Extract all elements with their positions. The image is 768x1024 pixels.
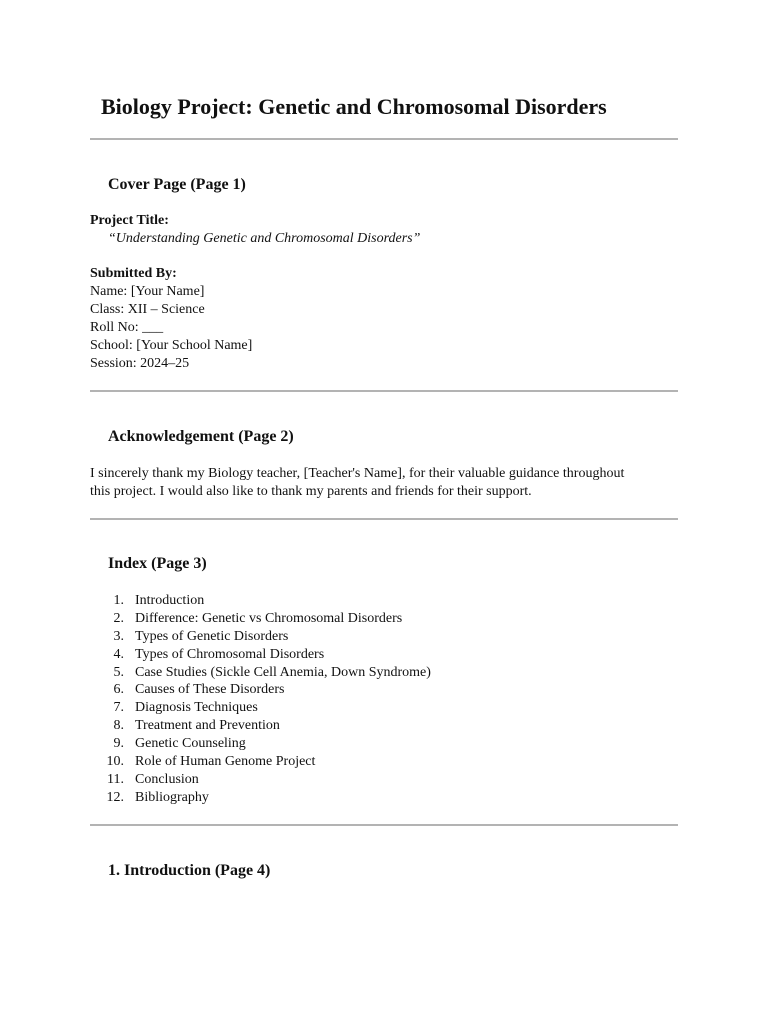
divider	[90, 518, 678, 520]
index-item-text: Role of Human Genome Project	[135, 754, 316, 770]
index-item-text: Causes of These Disorders	[135, 682, 285, 698]
index-item-text: Difference: Genetic vs Chromosomal Disorders	[135, 610, 403, 626]
session: Session: 2024–25	[90, 356, 190, 371]
acknowledgement-heading: Acknowledgement (Page 2)	[108, 428, 294, 445]
roll-number: Roll No: ___	[90, 320, 164, 335]
project-title-value: “Understanding Genetic and Chromosomal Disorders”	[108, 231, 421, 246]
index-item-text: Types of Genetic Disorders	[135, 628, 289, 644]
submitted-by-label: Submitted By:	[90, 266, 177, 281]
index-item-text: Introduction	[135, 593, 205, 608]
index-item-text: Case Studies (Sickle Cell Anemia, Down Syndrome)	[135, 664, 431, 680]
index-item-text: Conclusion	[135, 771, 199, 787]
index-heading: Index (Page 3)	[108, 555, 207, 572]
student-name: Name: [Your Name]	[90, 284, 205, 299]
index-item-number: 12.	[106, 789, 124, 805]
index-item-number: 10.	[106, 754, 124, 770]
index-item-text: Types of Chromosomal Disorders	[135, 646, 325, 662]
index-item-number: 7.	[113, 700, 124, 716]
index-item-number: 8.	[113, 718, 124, 734]
acknowledgement-text-line-2: this project. I would also like to thank my parents and friends for their support.	[90, 484, 532, 499]
index-item-number: 6.	[113, 682, 124, 698]
index-item-number: 1.	[113, 593, 124, 608]
divider	[90, 824, 678, 826]
divider	[90, 390, 678, 392]
project-title-label: Project Title:	[90, 213, 169, 228]
index-item-number: 3.	[113, 628, 124, 644]
index-item-number: 9.	[113, 736, 124, 752]
acknowledgement-text-line-1: I sincerely thank my Biology teacher, [Teacher's Name], for their valuable guidance throughout	[90, 466, 625, 481]
school-name: School: [Your School Name]	[90, 338, 253, 353]
divider	[90, 138, 678, 140]
index-item-number: 11.	[107, 771, 124, 787]
student-class: Class: XII – Science	[90, 302, 205, 317]
index-item-text: Treatment and Prevention	[135, 718, 280, 734]
document-title: Biology Project: Genetic and Chromosomal Disorders	[101, 94, 607, 119]
index-item-number: 4.	[113, 646, 124, 662]
index-item-number: 2.	[113, 610, 124, 626]
index-item-text: Bibliography	[135, 789, 209, 805]
index-item-text: Genetic Counseling	[135, 736, 246, 752]
cover-page-heading: Cover Page (Page 1)	[108, 176, 246, 193]
index-item-text: Diagnosis Techniques	[135, 700, 258, 716]
introduction-heading: 1. Introduction (Page 4)	[108, 862, 271, 879]
index-item-number: 5.	[113, 664, 124, 680]
